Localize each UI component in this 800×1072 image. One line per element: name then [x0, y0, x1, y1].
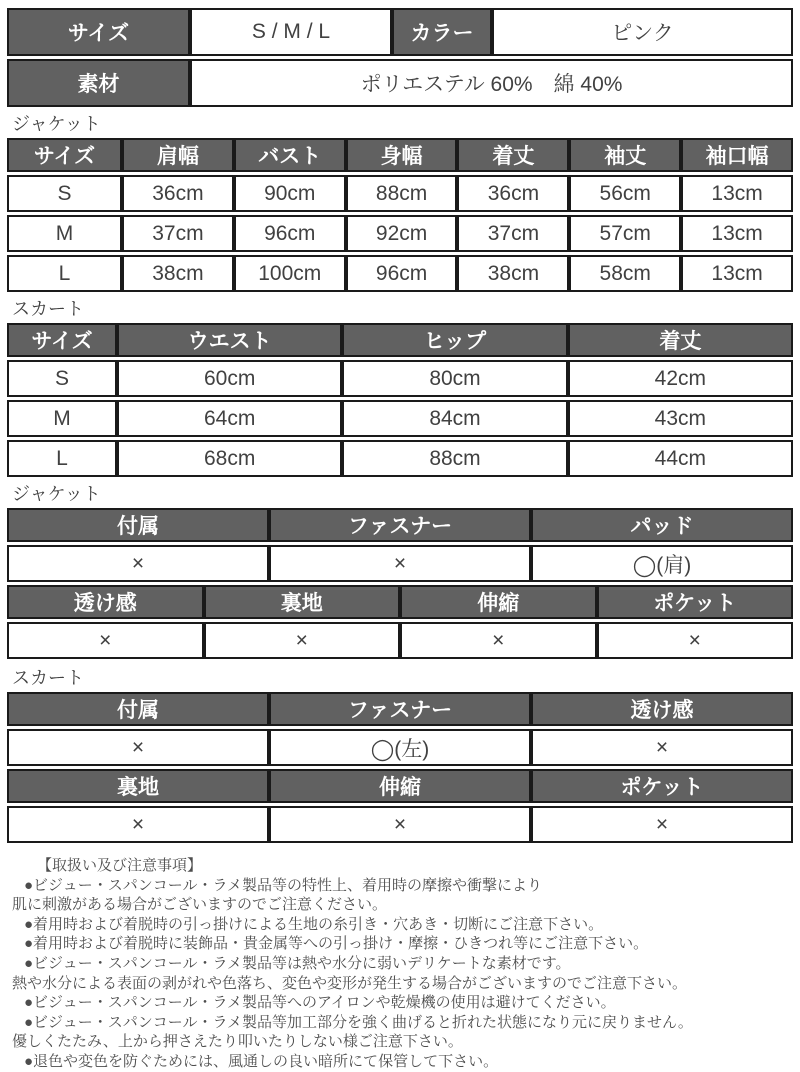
spec-value-cell: ×: [7, 622, 204, 659]
column-header-cell: ウエスト: [117, 323, 342, 357]
size-row-label: S: [7, 175, 122, 212]
column-header-cell: ポケット: [597, 585, 794, 619]
table-row: [7, 175, 793, 212]
table-row: [7, 360, 793, 397]
column-header-cell: 肩幅: [122, 138, 234, 172]
table-row: [7, 400, 793, 437]
size-row-label: M: [7, 400, 117, 437]
measurement-cell: 37cm: [457, 215, 569, 252]
table-header-row: [7, 323, 793, 357]
column-header-cell: 裏地: [204, 585, 401, 619]
measurement-cell: 13cm: [681, 175, 793, 212]
measurement-cell: 96cm: [234, 215, 346, 252]
measurement-cell: 100cm: [234, 255, 346, 292]
spec-value-cell: ×: [531, 729, 793, 766]
table-row: [7, 255, 793, 292]
note-line: 肌に刺激がある場合がございますのでご注意ください。: [12, 896, 388, 914]
column-header-cell: ファスナー: [269, 508, 531, 542]
column-header-cell: 付属: [7, 508, 269, 542]
spec-value-cell: ×: [269, 806, 531, 843]
table-row: [7, 59, 793, 107]
measurement-cell: 60cm: [117, 360, 342, 397]
skirt-size-table: [7, 320, 793, 480]
spec-value-cell: ◯(肩): [531, 545, 793, 582]
column-header-cell: サイズ: [7, 323, 117, 357]
column-header-cell: 袖口幅: [681, 138, 793, 172]
measurement-cell: 92cm: [346, 215, 458, 252]
table-row: [7, 622, 793, 659]
size-header-cell: サイズ: [7, 8, 190, 56]
product-info-table: [7, 5, 793, 110]
jacket-spec-table-1: [7, 505, 793, 585]
column-header-cell: バスト: [234, 138, 346, 172]
table-header-row: [7, 585, 793, 619]
size-row-label: M: [7, 215, 122, 252]
column-header-cell: ファスナー: [269, 692, 531, 726]
measurement-cell: 88cm: [342, 440, 567, 477]
spec-value-cell: ×: [7, 545, 269, 582]
measurement-cell: 13cm: [681, 215, 793, 252]
table-header-row: [7, 769, 793, 803]
measurement-cell: 56cm: [569, 175, 681, 212]
jacket-size-table: [7, 135, 793, 295]
material-header-cell: 素材: [7, 59, 190, 107]
spec-value-cell: ×: [269, 545, 531, 582]
column-header-cell: サイズ: [7, 138, 122, 172]
spec-value-cell: ×: [597, 622, 794, 659]
section-label-skirt-spec: スカート: [12, 668, 84, 688]
note-line: ●ビジュー・スパンコール・ラメ製品等へのアイロンや乾燥機の使用は避けてください。: [24, 994, 616, 1012]
color-header-cell: カラー: [392, 8, 492, 56]
column-header-cell: 裏地: [7, 769, 269, 803]
note-line: ●着用時および着脱時の引っ掛けによる生地の糸引き・穴あき・切断にご注意下さい。: [24, 915, 604, 933]
measurement-cell: 90cm: [234, 175, 346, 212]
measurement-cell: 37cm: [122, 215, 234, 252]
size-row-label: L: [7, 440, 117, 477]
handling-notes: [10, 856, 793, 1072]
table-row: [7, 215, 793, 252]
section-label-jacket-size: ジャケット: [12, 114, 101, 134]
note-line: 熱や水分による表面の剥がれや色落ち、変色や変形が発生する場合がございますのでご注意下さい。: [12, 974, 688, 992]
measurement-cell: 57cm: [569, 215, 681, 252]
measurement-cell: 64cm: [117, 400, 342, 437]
measurement-cell: 42cm: [568, 360, 793, 397]
table-header-row: [7, 138, 793, 172]
measurement-cell: 88cm: [346, 175, 458, 212]
size-row-label: L: [7, 255, 122, 292]
column-header-cell: 伸縮: [400, 585, 597, 619]
note-line: ●着用時および着脱時に装飾品・貴金属等への引っ掛け・摩擦・ひきつれ等にご注意下さい。: [24, 935, 649, 953]
jacket-spec-table-2: [7, 582, 793, 662]
measurement-cell: 84cm: [342, 400, 567, 437]
column-header-cell: 袖丈: [569, 138, 681, 172]
column-header-cell: パッド: [531, 508, 793, 542]
measurement-cell: 68cm: [117, 440, 342, 477]
spec-value-cell: ×: [400, 622, 597, 659]
skirt-spec-table-1: [7, 689, 793, 769]
section-label-skirt-size: スカート: [12, 299, 84, 319]
note-line: ●ビジュー・スパンコール・ラメ製品等加工部分を強く曲げると折れた状態になり元に戻りません。: [24, 1013, 693, 1031]
table-row: [7, 440, 793, 477]
measurement-cell: 36cm: [122, 175, 234, 212]
spec-value-cell: ◯(左): [269, 729, 531, 766]
table-header-row: [7, 692, 793, 726]
note-line: 優しくたたみ、上から押さえたり叩いたりしない様ご注意下さい。: [12, 1033, 463, 1051]
size-row-label: S: [7, 360, 117, 397]
measurement-cell: 80cm: [342, 360, 567, 397]
measurement-cell: 43cm: [568, 400, 793, 437]
table-row: [7, 8, 793, 56]
column-header-cell: 身幅: [346, 138, 458, 172]
measurement-cell: 38cm: [457, 255, 569, 292]
column-header-cell: 透け感: [531, 692, 793, 726]
measurement-cell: 13cm: [681, 255, 793, 292]
measurement-cell: 44cm: [568, 440, 793, 477]
color-value-cell: ピンク: [492, 8, 793, 56]
table-row: [7, 729, 793, 766]
spec-value-cell: ×: [204, 622, 401, 659]
measurement-cell: 38cm: [122, 255, 234, 292]
note-line: ●ビジュー・スパンコール・ラメ製品等は熱や水分に弱いデリケートな素材です。: [24, 954, 571, 972]
column-header-cell: 透け感: [7, 585, 204, 619]
spec-value-cell: ×: [7, 729, 269, 766]
size-value-cell: S / M / L: [190, 8, 392, 56]
column-header-cell: 着丈: [568, 323, 793, 357]
column-header-cell: ヒップ: [342, 323, 567, 357]
column-header-cell: 着丈: [457, 138, 569, 172]
section-label-jacket-spec: ジャケット: [12, 484, 101, 504]
table-row: [7, 545, 793, 582]
spec-value-cell: ×: [7, 806, 269, 843]
spec-value-cell: ×: [531, 806, 793, 843]
notes-title: 【取扱い及び注意事項】: [37, 857, 203, 874]
measurement-cell: 58cm: [569, 255, 681, 292]
material-value-cell: ポリエステル 60% 綿 40%: [190, 59, 793, 107]
column-header-cell: 付属: [7, 692, 269, 726]
measurement-cell: 96cm: [346, 255, 458, 292]
measurement-cell: 36cm: [457, 175, 569, 212]
table-header-row: [7, 508, 793, 542]
column-header-cell: 伸縮: [269, 769, 531, 803]
column-header-cell: ポケット: [531, 769, 793, 803]
skirt-spec-table-2: [7, 766, 793, 846]
table-row: [7, 806, 793, 843]
note-line: ●退色や変色を防ぐためには、風通しの良い暗所にて保管して下さい。: [24, 1052, 499, 1070]
note-line: ●ビジュー・スパンコール・ラメ製品等の特性上、着用時の摩擦や衝撃により: [24, 876, 543, 894]
